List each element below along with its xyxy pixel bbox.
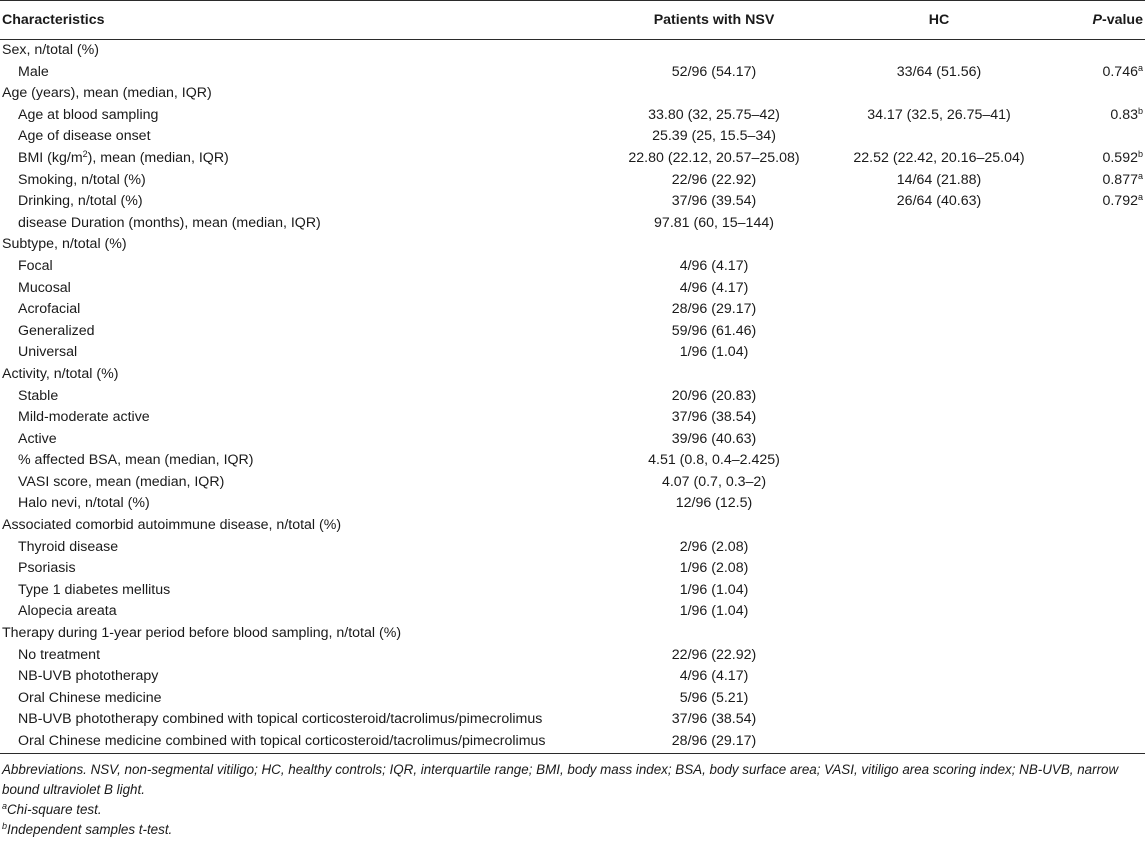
p-value-test-marker: a <box>1137 192 1143 203</box>
p-value-cell <box>1045 126 1145 148</box>
table-row <box>0 342 1145 364</box>
row-label-text: Acrofacial <box>18 301 81 318</box>
nsv-value: 52/96 (54.17) <box>671 63 757 80</box>
row-label <box>0 407 595 429</box>
row-label-superscript: 2 <box>82 148 88 159</box>
row-label-text: Universal <box>18 344 78 361</box>
hc-value <box>833 537 1045 559</box>
row-label-text: Oral Chinese medicine <box>18 689 162 706</box>
table-row <box>0 731 1145 754</box>
row-label-text: Sex, n/total (%) <box>2 42 99 58</box>
row-label <box>0 278 595 300</box>
hc-value: 34.17 (32.5, 26.75–41) <box>867 106 1011 123</box>
table-row <box>0 429 1145 451</box>
abbreviations-note: Abbreviations. NSV, non-segmental vitiligo; HC, healthy controls; IQR, interquartile range; BMI, body mass index; BSA, body surface area; VASI, vitiligo area scoring index; NB-UVB, narrow bound ultraviolet B light. <box>2 762 1119 797</box>
hc-value: 22.52 (22.42, 20.16–25.04) <box>853 149 1025 166</box>
table-row <box>0 666 1145 688</box>
row-label-text: Smoking, n/total (%) <box>18 171 146 188</box>
row-label-text-after: ), mean (median, IQR) <box>87 149 229 166</box>
nsv-value: 37/96 (38.54) <box>671 409 757 426</box>
row-label-text: Age at blood sampling <box>18 106 159 123</box>
row-label-text: Subtype, n/total (%) <box>2 236 127 253</box>
table-row <box>0 321 1145 343</box>
nsv-value: 4.07 (0.7, 0.3–2) <box>661 473 767 490</box>
footnote-b <box>2 820 1143 840</box>
row-label-text: No treatment <box>18 646 101 663</box>
table-row <box>0 191 1145 213</box>
row-label <box>0 515 595 537</box>
nsv-value: 12/96 (12.5) <box>675 495 753 512</box>
hc-value <box>833 342 1045 364</box>
p-value-cell <box>1045 83 1145 105</box>
hc-value <box>833 429 1045 451</box>
hc-value <box>833 601 1045 623</box>
p-value: 0.746 <box>1102 63 1138 80</box>
p-value-cell <box>1045 191 1145 213</box>
table-row <box>0 450 1145 472</box>
row-label <box>0 666 595 688</box>
table-row <box>0 148 1145 170</box>
nsv-value <box>595 83 833 105</box>
p-value-test-marker: a <box>1137 62 1143 73</box>
nsv-value: 37/96 (39.54) <box>671 193 757 210</box>
row-label-text: NB-UVB phototherapy <box>18 668 159 685</box>
row-label <box>0 256 595 278</box>
hc-value: 26/64 (40.63) <box>896 193 982 210</box>
table-row <box>0 407 1145 429</box>
row-label <box>0 126 595 148</box>
nsv-value: 22/96 (22.92) <box>671 646 757 663</box>
row-label <box>0 170 595 192</box>
p-value-cell <box>1045 105 1145 127</box>
table-row <box>0 493 1145 515</box>
row-label-text: Alopecia areata <box>18 603 117 620</box>
row-label-text: Type 1 diabetes mellitus <box>18 581 171 598</box>
nsv-value: 2/96 (2.08) <box>679 538 749 555</box>
hc-value <box>833 321 1045 343</box>
p-value-cell <box>1045 321 1145 343</box>
row-label-text: % affected BSA, mean (median, IQR) <box>18 452 254 469</box>
p-value-cell <box>1045 278 1145 300</box>
nsv-value: 4/96 (4.17) <box>679 279 749 296</box>
p-value-cell <box>1045 386 1145 408</box>
p-value-cell <box>1045 407 1145 429</box>
table-row <box>0 170 1145 192</box>
hc-value <box>833 580 1045 602</box>
row-label <box>0 234 595 256</box>
p-value-cell <box>1045 342 1145 364</box>
nsv-value: 1/96 (1.04) <box>679 344 749 361</box>
p-value: 0.83 <box>1110 106 1138 123</box>
table-row <box>0 256 1145 278</box>
row-label-text: Active <box>18 430 57 447</box>
row-label-text: Associated comorbid autoimmune disease, n/total (%) <box>2 517 342 534</box>
nsv-value <box>595 234 833 256</box>
row-label-text: Oral Chinese medicine combined with topical corticosteroid/tacrolimus/pimecrolimus <box>18 733 546 750</box>
row-label-text: Drinking, n/total (%) <box>18 193 143 210</box>
nsv-value: 1/96 (2.08) <box>679 560 749 577</box>
footnote-b-mark: b <box>2 821 8 831</box>
nsv-value: 20/96 (20.83) <box>671 387 757 404</box>
nsv-value: 39/96 (40.63) <box>671 430 757 447</box>
nsv-value: 59/96 (61.46) <box>671 322 757 339</box>
hc-value <box>833 234 1045 256</box>
footnote-a <box>2 800 1143 820</box>
p-value-cell <box>1045 170 1145 192</box>
row-label-text: Generalized <box>18 322 95 339</box>
header-hc: HC <box>833 1 1045 40</box>
row-label-text: Halo nevi, n/total (%) <box>18 495 150 512</box>
hc-value <box>833 299 1045 321</box>
hc-value <box>833 450 1045 472</box>
row-label <box>0 40 595 62</box>
p-value-cell <box>1045 493 1145 515</box>
table-row <box>0 709 1145 731</box>
p-value-test-marker: a <box>1137 170 1143 181</box>
row-label-text: Age of disease onset <box>18 128 151 145</box>
hc-value: 14/64 (21.88) <box>896 171 982 188</box>
table-group-row <box>0 40 1145 62</box>
p-value-cell <box>1045 256 1145 278</box>
row-label <box>0 83 595 105</box>
nsv-value: 4/96 (4.17) <box>679 257 749 274</box>
p-value: 0.792 <box>1102 193 1138 210</box>
table-group-row <box>0 364 1145 386</box>
table-row <box>0 472 1145 494</box>
row-label <box>0 731 595 754</box>
row-label <box>0 580 595 602</box>
p-value-cell <box>1045 148 1145 170</box>
nsv-value <box>595 364 833 386</box>
row-label <box>0 191 595 213</box>
hc-value <box>833 256 1045 278</box>
nsv-value <box>595 40 833 62</box>
row-label <box>0 386 595 408</box>
p-value: 0.877 <box>1102 171 1138 188</box>
row-label <box>0 62 595 84</box>
row-label <box>0 601 595 623</box>
row-label-text: NB-UVB phototherapy combined with topical corticosteroid/tacrolimus/pimecrolimus <box>18 711 543 728</box>
hc-value <box>833 472 1045 494</box>
row-label <box>0 105 595 127</box>
row-label <box>0 472 595 494</box>
row-label <box>0 299 595 321</box>
nsv-value: 37/96 (38.54) <box>671 711 757 728</box>
nsv-value: 1/96 (1.04) <box>679 581 749 598</box>
table-group-row <box>0 623 1145 645</box>
table-row <box>0 688 1145 710</box>
nsv-value <box>595 515 833 537</box>
p-value-cell <box>1045 213 1145 235</box>
p-value-cell <box>1045 429 1145 451</box>
hc-value <box>833 645 1045 667</box>
table-row <box>0 537 1145 559</box>
header-pvalue <box>1045 1 1145 40</box>
p-value-cell <box>1045 62 1145 84</box>
row-label <box>0 148 595 170</box>
p-value-cell <box>1045 537 1145 559</box>
table-group-row <box>0 234 1145 256</box>
p-value-cell <box>1045 515 1145 537</box>
hc-value <box>833 558 1045 580</box>
row-label <box>0 321 595 343</box>
p-value-cell <box>1045 688 1145 710</box>
footnote-b-text: Independent samples t-test. <box>7 822 173 837</box>
nsv-value: 22/96 (22.92) <box>671 171 757 188</box>
row-label <box>0 688 595 710</box>
row-label <box>0 429 595 451</box>
hc-value <box>833 623 1045 645</box>
table-row <box>0 213 1145 235</box>
row-label <box>0 709 595 731</box>
row-label-text: Male <box>18 63 49 80</box>
row-label <box>0 213 595 235</box>
hc-value <box>833 493 1045 515</box>
table-row <box>0 645 1145 667</box>
p-value-cell <box>1045 666 1145 688</box>
table-footnotes <box>0 754 1145 840</box>
footnote-a-mark: a <box>2 801 8 811</box>
row-label <box>0 623 595 645</box>
table-body <box>0 40 1145 754</box>
hc-value <box>833 666 1045 688</box>
nsv-value: 25.39 (25, 15.5–34) <box>652 128 776 145</box>
hc-value <box>833 126 1045 148</box>
p-value-cell <box>1045 623 1145 645</box>
nsv-value: 22.80 (22.12, 20.57–25.08) <box>628 149 800 166</box>
table-header <box>0 1 1145 40</box>
hc-value <box>833 40 1045 62</box>
table-row <box>0 580 1145 602</box>
hc-value <box>833 731 1045 754</box>
row-label <box>0 364 595 386</box>
row-label-text: Age (years), mean (median, IQR) <box>2 85 212 102</box>
hc-value <box>833 364 1045 386</box>
hc-value <box>833 688 1045 710</box>
table-row <box>0 558 1145 580</box>
hc-value <box>833 278 1045 300</box>
row-label <box>0 537 595 559</box>
p-value-cell <box>1045 40 1145 62</box>
hc-value <box>833 386 1045 408</box>
hc-value <box>833 213 1045 235</box>
footnote-a-text: Chi-square test. <box>7 802 102 817</box>
hc-value <box>833 407 1045 429</box>
p-value-cell <box>1045 450 1145 472</box>
nsv-value: 28/96 (29.17) <box>671 301 757 318</box>
table-row <box>0 278 1145 300</box>
table-group-row <box>0 83 1145 105</box>
row-label-text: Activity, n/total (%) <box>2 365 119 382</box>
row-label-text: Focal <box>18 257 53 274</box>
row-label-text: Thyroid disease <box>18 538 119 555</box>
nsv-value: 28/96 (29.17) <box>595 731 833 754</box>
row-label-text: disease Duration (months), mean (median, IQR) <box>18 214 321 231</box>
p-value-cell <box>1045 709 1145 731</box>
p-value-cell <box>1045 601 1145 623</box>
row-label-text: Mild-moderate active <box>18 409 150 426</box>
p-value-cell <box>1045 364 1145 386</box>
nsv-value: 4/96 (4.17) <box>679 668 749 685</box>
nsv-value: 1/96 (1.04) <box>679 603 749 620</box>
hc-value <box>833 515 1045 537</box>
table-row <box>0 299 1145 321</box>
p-value-test-marker: b <box>1137 148 1143 159</box>
row-label-text: Psoriasis <box>18 560 76 577</box>
row-label <box>0 342 595 364</box>
nsv-value: 97.81 (60, 15–144) <box>654 214 774 231</box>
table-row <box>0 105 1145 127</box>
row-label-text: Therapy during 1-year period before blood sampling, n/total (%) <box>2 625 402 642</box>
p-value-test-marker: b <box>1137 105 1143 116</box>
row-label <box>0 645 595 667</box>
nsv-value <box>595 623 833 645</box>
row-label-text: BMI (kg/m <box>18 149 83 166</box>
p-value-cell <box>1045 731 1145 754</box>
p-value-cell <box>1045 299 1145 321</box>
table-row <box>0 386 1145 408</box>
nsv-value: 5/96 (5.21) <box>679 689 749 706</box>
row-label-text: Stable <box>18 387 59 404</box>
hc-value: 33/64 (51.56) <box>896 63 982 80</box>
p-value-cell <box>1045 645 1145 667</box>
table-group-row <box>0 515 1145 537</box>
p-value-cell <box>1045 580 1145 602</box>
row-label <box>0 450 595 472</box>
p-value-cell <box>1045 234 1145 256</box>
header-pvalue-p: P <box>1092 12 1102 28</box>
header-characteristics: Characteristics <box>0 1 595 40</box>
nsv-value: 33.80 (32, 25.75–42) <box>648 106 780 123</box>
hc-value <box>833 709 1045 731</box>
row-label-text: VASI score, mean (median, IQR) <box>18 473 225 490</box>
header-nsv: Patients with NSV <box>595 1 833 40</box>
row-label <box>0 493 595 515</box>
header-pvalue-rest: -value <box>1101 12 1143 28</box>
p-value: 0.592 <box>1102 149 1138 166</box>
nsv-value: 4.51 (0.8, 0.4–2.425) <box>648 452 780 469</box>
p-value-cell <box>1045 558 1145 580</box>
hc-value <box>833 83 1045 105</box>
p-value-cell <box>1045 472 1145 494</box>
row-label-text: Mucosal <box>18 279 71 296</box>
table-row <box>0 126 1145 148</box>
table-row <box>0 601 1145 623</box>
row-label <box>0 558 595 580</box>
table-row <box>0 62 1145 84</box>
